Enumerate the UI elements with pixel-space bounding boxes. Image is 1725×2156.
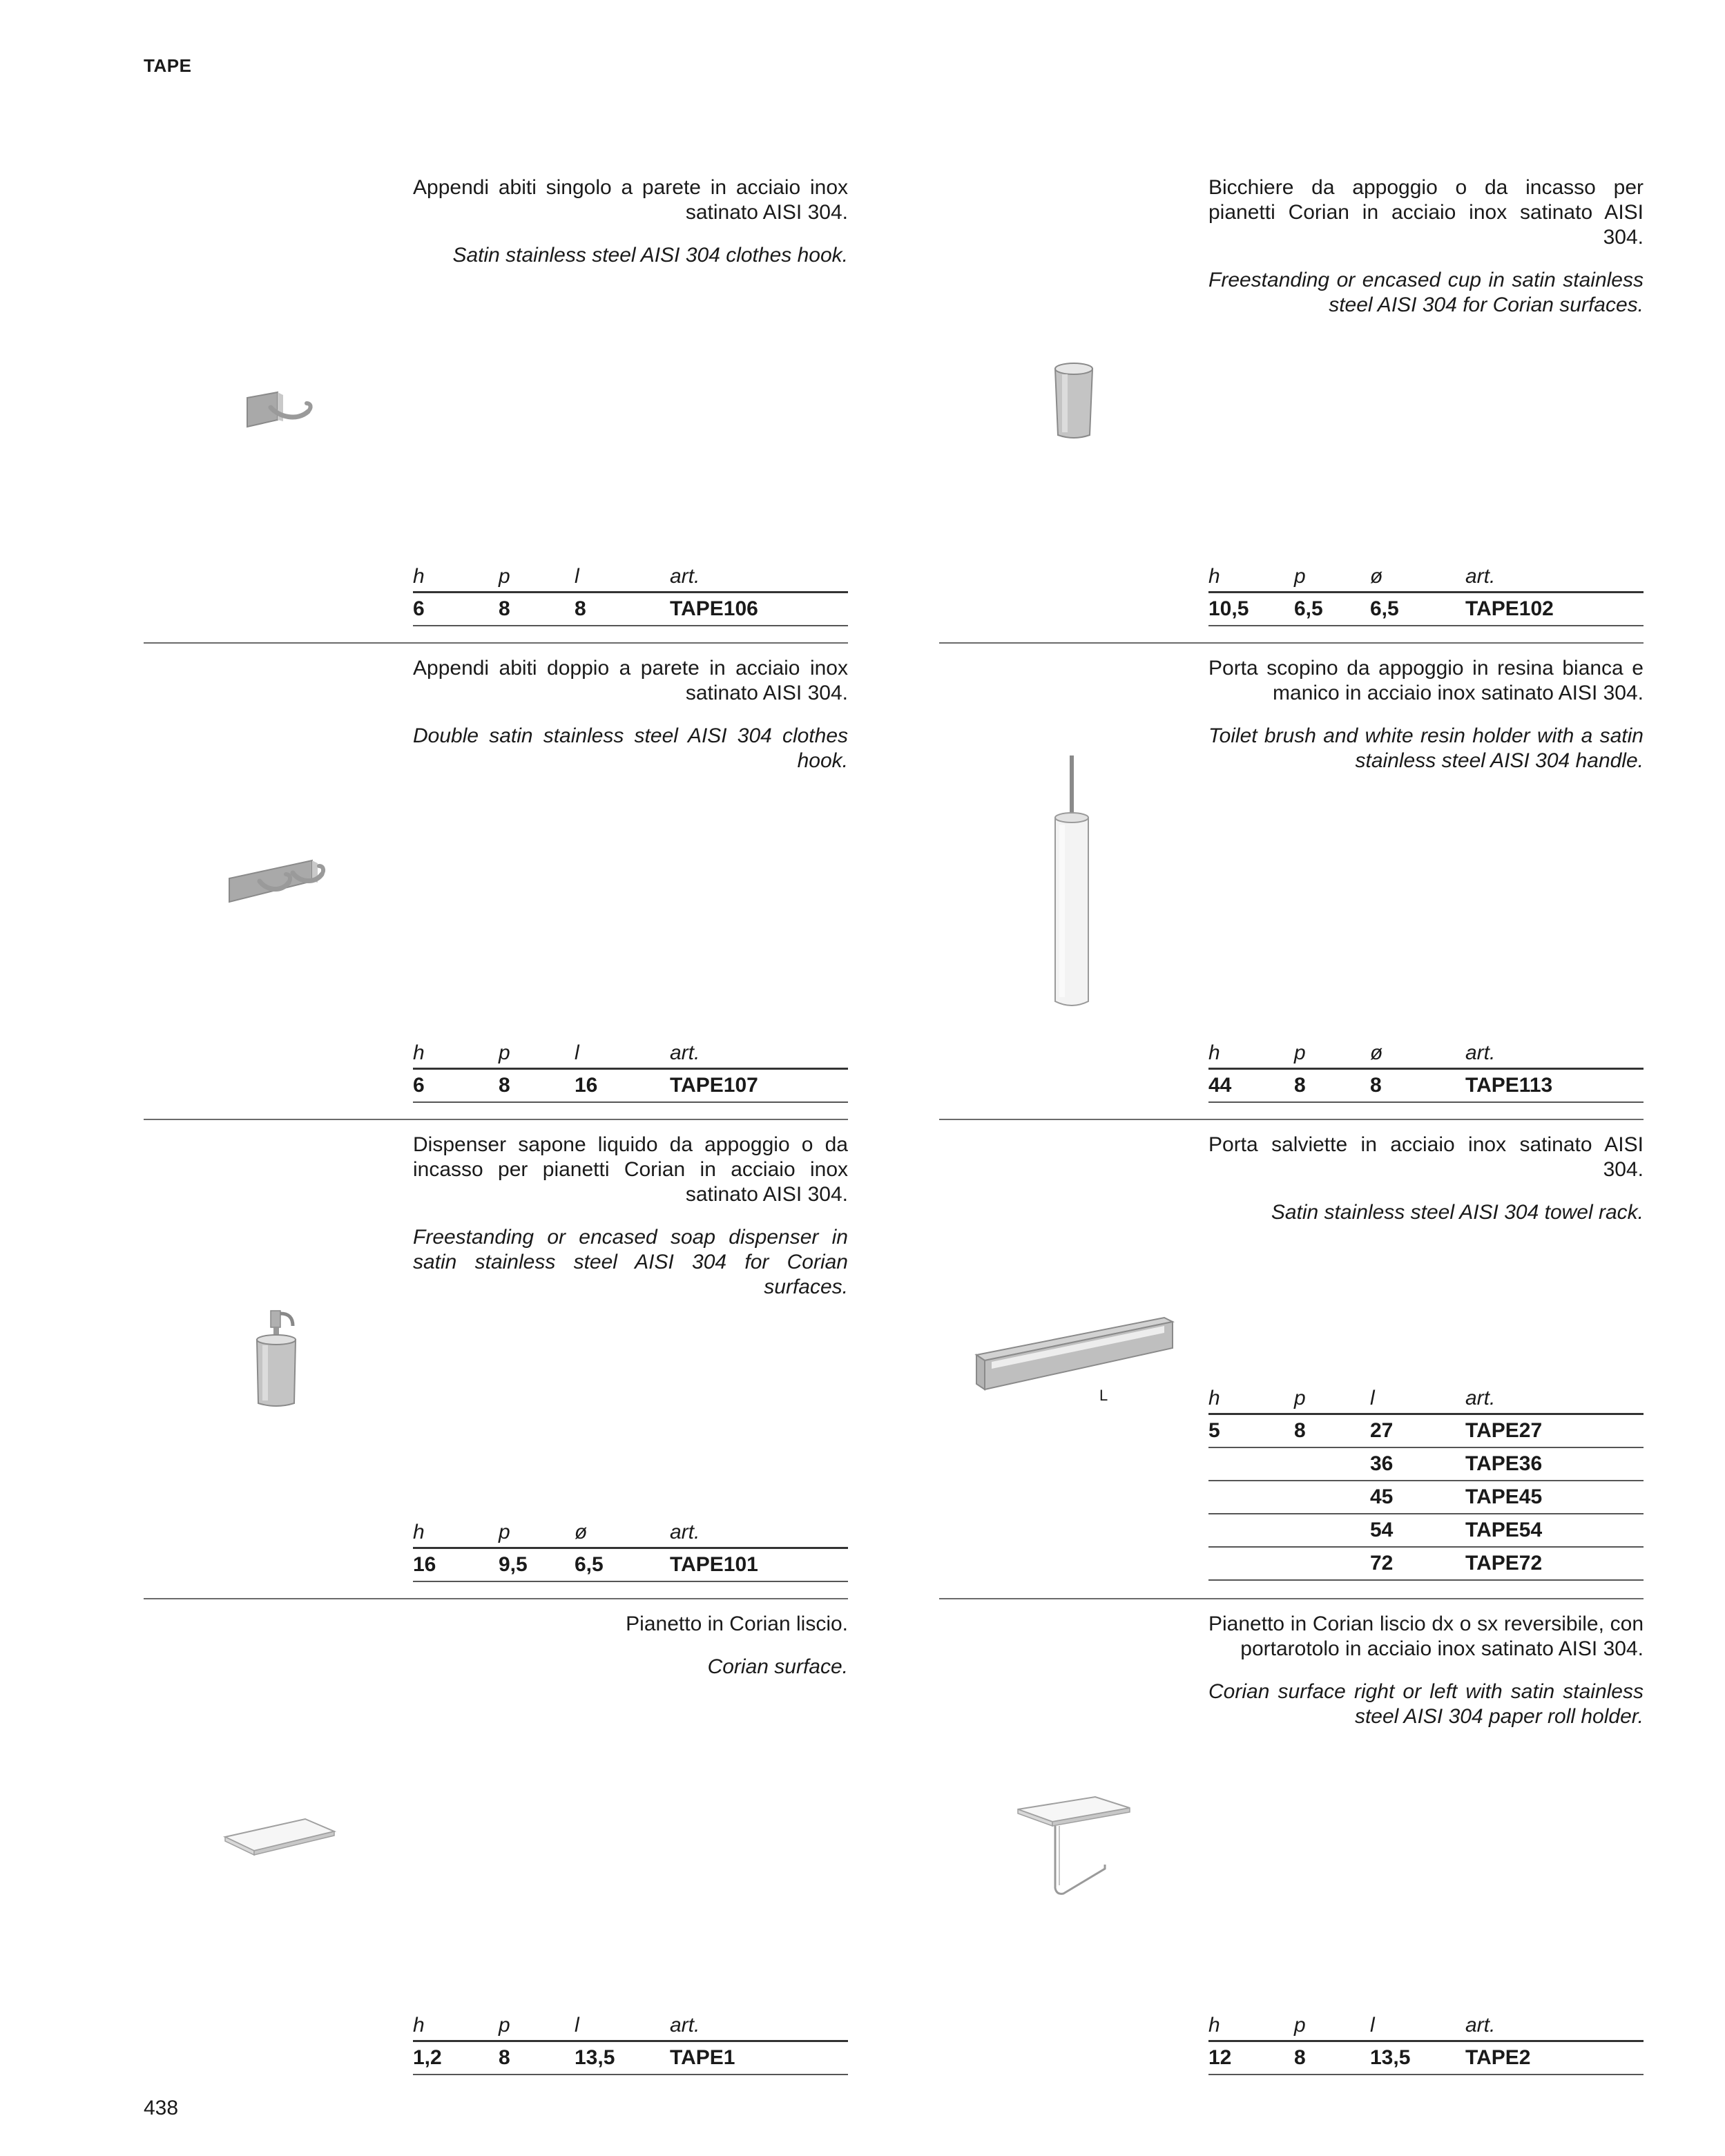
spec-cell: 8	[499, 593, 575, 626]
description-english: Satin stainless steel AISI 304 towel rack.	[1271, 1201, 1644, 1224]
product-description	[1208, 175, 1644, 318]
spec-header-p: p	[1294, 561, 1370, 593]
article-code: TAPE1	[670, 2041, 848, 2075]
spec-cell: 6,5	[575, 1548, 670, 1582]
spec-header-art: art.	[670, 561, 848, 593]
corian-surface-roll-holder-icon	[1015, 1793, 1137, 1900]
spec-header-art: art.	[670, 1517, 848, 1548]
table-row	[413, 593, 848, 626]
spec-cell: 16	[413, 1548, 499, 1582]
table-row	[1208, 1069, 1644, 1103]
spec-cell: 6	[413, 1069, 499, 1103]
description-italian: Bicchiere da appoggio o da incasso per pianetti Corian in acciaio inox satinato AISI 304.	[1208, 176, 1644, 249]
spec-header-h: h	[1208, 561, 1294, 593]
spec-cell: 1,2	[413, 2041, 499, 2075]
spec-header-p: p	[1294, 1383, 1370, 1414]
description-english: Corian surface.	[707, 1655, 848, 1678]
spec-cell	[1208, 1447, 1294, 1481]
table-row	[413, 2041, 848, 2075]
spec-table	[413, 1037, 848, 1103]
spec-header-diameter: ø	[575, 1517, 670, 1548]
single-hook-icon	[243, 387, 319, 435]
spec-header-diameter: ø	[1370, 1037, 1465, 1069]
spec-cell: 54	[1370, 1514, 1465, 1547]
table-row	[1208, 1547, 1644, 1580]
spec-table	[1208, 2010, 1644, 2075]
spec-header-h: h	[1208, 2010, 1294, 2041]
spec-header-l: l	[575, 2010, 670, 2041]
description-english: Double satin stainless steel AISI 304 clothes hook.	[413, 724, 848, 772]
spec-header-row	[1208, 2010, 1644, 2041]
description-italian: Porta scopino da appoggio in resina bianca e manico in acciaio inox satinato AISI 304.	[1208, 657, 1644, 704]
article-code: TAPE27	[1465, 1414, 1644, 1448]
spec-cell	[1294, 1447, 1370, 1481]
spec-table	[1208, 1383, 1644, 1581]
spec-cell: 6	[413, 593, 499, 626]
article-code: TAPE113	[1465, 1069, 1644, 1103]
spec-header-h: h	[1208, 1037, 1294, 1069]
table-row	[413, 1069, 848, 1103]
spec-header-p: p	[1294, 1037, 1370, 1069]
spec-cell	[1294, 1481, 1370, 1514]
spec-header-row	[1208, 1037, 1644, 1069]
spec-header-diameter: ø	[1370, 561, 1465, 593]
product-description	[413, 175, 848, 268]
article-code: TAPE45	[1465, 1481, 1644, 1514]
spec-header-row	[1208, 1383, 1644, 1414]
spec-cell	[1294, 1514, 1370, 1547]
series-title: TAPE	[144, 55, 192, 76]
corian-surface-icon	[222, 1816, 337, 1859]
article-code: TAPE2	[1465, 2041, 1644, 2075]
spec-cell: 36	[1370, 1447, 1465, 1481]
article-code: TAPE106	[670, 593, 848, 626]
table-row	[1208, 1481, 1644, 1514]
product-description	[1208, 656, 1644, 773]
description-english: Freestanding or encased cup in satin stainless steel AISI 304 for Corian surfaces.	[1208, 269, 1644, 316]
spec-header-l: l	[1370, 1383, 1465, 1414]
description-italian: Appendi abiti doppio a parete in acciaio inox satinato AISI 304.	[413, 657, 848, 704]
spec-cell: 27	[1370, 1414, 1465, 1448]
spec-header-h: h	[413, 561, 499, 593]
spec-cell: 16	[575, 1069, 670, 1103]
spec-header-p: p	[499, 561, 575, 593]
article-code: TAPE54	[1465, 1514, 1644, 1547]
spec-header-h: h	[413, 1517, 499, 1548]
table-row	[1208, 2041, 1644, 2075]
spec-header-l: l	[575, 1037, 670, 1069]
article-code: TAPE36	[1465, 1447, 1644, 1481]
article-code: TAPE107	[670, 1069, 848, 1103]
spec-header-p: p	[499, 1517, 575, 1548]
row-divider	[144, 642, 848, 644]
description-english: Toilet brush and white resin holder with a satin stainless steel AISI 304 handle.	[1208, 724, 1644, 772]
spec-cell: 13,5	[575, 2041, 670, 2075]
cup-icon	[1050, 360, 1098, 441]
spec-header-l: l	[1370, 2010, 1465, 2041]
spec-table	[1208, 561, 1644, 626]
row-divider	[939, 1119, 1644, 1120]
spec-cell: 8	[499, 1069, 575, 1103]
description-english: Satin stainless steel AISI 304 clothes hook.	[452, 244, 848, 267]
spec-cell: 8	[1294, 1414, 1370, 1448]
row-divider	[939, 642, 1644, 644]
description-italian: Pianetto in Corian liscio dx o sx reversibile, con portarotolo in acciaio inox satinato AISI 304.	[1208, 1613, 1644, 1660]
description-english: Corian surface right or left with satin stainless steel AISI 304 paper roll holder.	[1208, 1680, 1644, 1728]
spec-header-h: h	[413, 2010, 499, 2041]
article-code: TAPE72	[1465, 1547, 1644, 1580]
spec-header-row	[1208, 561, 1644, 593]
row-divider	[939, 1598, 1644, 1599]
description-english: Freestanding or encased soap dispenser in satin stainless steel AISI 304 for Corian surfaces.	[413, 1226, 848, 1298]
spec-cell: 8	[499, 2041, 575, 2075]
product-description	[413, 1133, 848, 1300]
spec-cell: 45	[1370, 1481, 1465, 1514]
spec-cell: 72	[1370, 1547, 1465, 1580]
spec-table	[413, 561, 848, 626]
table-row	[413, 1548, 848, 1582]
spec-cell: 6,5	[1294, 593, 1370, 626]
spec-header-p: p	[499, 1037, 575, 1069]
spec-cell: 8	[1294, 1069, 1370, 1103]
table-row	[1208, 1514, 1644, 1547]
description-italian: Porta salviette in acciaio inox satinato AISI 304.	[1208, 1133, 1644, 1181]
spec-cell	[1208, 1514, 1294, 1547]
description-italian: Appendi abiti singolo a parete in acciaio inox satinato AISI 304.	[413, 176, 848, 224]
spec-cell: 12	[1208, 2041, 1294, 2075]
spec-table	[413, 2010, 848, 2075]
spec-cell: 9,5	[499, 1548, 575, 1582]
spec-table	[1208, 1037, 1644, 1103]
spec-header-h: h	[1208, 1383, 1294, 1414]
article-code: TAPE102	[1465, 593, 1644, 626]
spec-cell: 44	[1208, 1069, 1294, 1103]
spec-header-art: art.	[1465, 1037, 1644, 1069]
spec-cell: 8	[575, 593, 670, 626]
article-code: TAPE101	[670, 1548, 848, 1582]
spec-header-art: art.	[670, 2010, 848, 2041]
spec-cell: 8	[1370, 1069, 1465, 1103]
table-row	[1208, 593, 1644, 626]
spec-cell: 10,5	[1208, 593, 1294, 626]
table-row	[1208, 1414, 1644, 1448]
page-number: 438	[144, 2097, 179, 2119]
spec-cell	[1294, 1547, 1370, 1580]
description-italian: Dispenser sapone liquido da appoggio o da incasso per pianetti Corian in acciaio inox satinato AISI 304.	[413, 1133, 848, 1206]
table-row	[1208, 1447, 1644, 1481]
spec-header-art: art.	[1465, 561, 1644, 593]
dimension-label: L	[1099, 1387, 1108, 1404]
towel-rack-icon	[974, 1312, 1175, 1398]
spec-header-p: p	[499, 2010, 575, 2041]
spec-header-h: h	[413, 1037, 499, 1069]
spec-header-l: l	[575, 561, 670, 593]
product-description	[1208, 1133, 1644, 1225]
product-description	[413, 656, 848, 773]
soap-dispenser-icon	[250, 1305, 302, 1409]
description-italian: Pianetto in Corian liscio.	[626, 1613, 848, 1635]
double-hook-icon	[227, 854, 331, 912]
spec-table	[413, 1517, 848, 1582]
spec-header-art: art.	[670, 1037, 848, 1069]
spec-cell: 8	[1294, 2041, 1370, 2075]
spec-cell: 5	[1208, 1414, 1294, 1448]
toilet-brush-icon	[1050, 755, 1094, 1011]
row-divider	[144, 1598, 848, 1599]
spec-header-row	[413, 561, 848, 593]
spec-header-row	[413, 1517, 848, 1548]
spec-cell: 6,5	[1370, 593, 1465, 626]
product-description	[413, 1612, 848, 1679]
product-description	[1208, 1612, 1644, 1729]
spec-cell	[1208, 1547, 1294, 1580]
spec-header-row	[413, 1037, 848, 1069]
spec-cell	[1208, 1481, 1294, 1514]
spec-header-art: art.	[1465, 2010, 1644, 2041]
spec-header-p: p	[1294, 2010, 1370, 2041]
spec-cell: 13,5	[1370, 2041, 1465, 2075]
row-divider	[144, 1119, 848, 1120]
spec-header-row	[413, 2010, 848, 2041]
spec-header-art: art.	[1465, 1383, 1644, 1414]
